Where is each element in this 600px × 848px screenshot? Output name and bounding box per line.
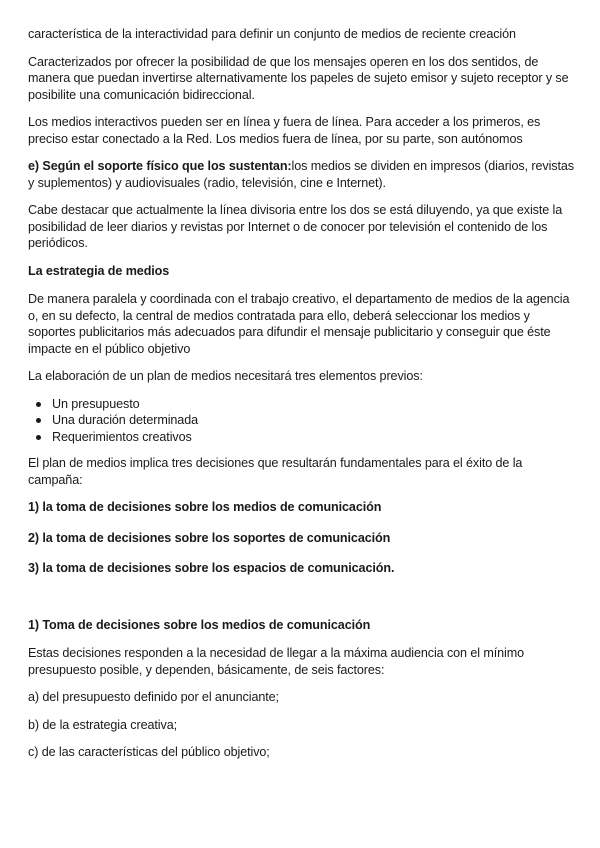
paragraph-three-decisions: El plan de medios implica tres decisiones que resultarán fundamentales para el éxito de la campaña:: [28, 456, 523, 487]
factor-budget: a) del presupuesto definido por el anunciante;: [28, 690, 279, 704]
paragraph-physical-support: [28, 158, 576, 191]
paragraph-media-plan-elements: La elaboración de un plan de medios necesitará tres elementos previos:: [28, 369, 423, 383]
list-item: [28, 412, 576, 429]
document-page: [28, 26, 576, 772]
paragraph-media-department: De manera paralela y coordinada con el trabajo creativo, el departamento de medios de la agencia o, en su defecto, la central de medios contratada para ello, deberá seleccionar los medios y soportes publicitarios más adecuados para difundir el mensaje publicitario y conseguir que éste impacte en el público objetivo: [28, 292, 570, 356]
list-item: [28, 429, 576, 446]
paragraph-interactivity: característica de la interactividad para definir un conjunto de medios de reciente creación: [28, 27, 516, 41]
physical-support-text: los medios se dividen en impresos (diarios, revistas y suplementos) y audiovisuales (radio, televisión, cine e Internet).: [28, 159, 574, 190]
list-item: [28, 396, 576, 413]
heading-media-strategy: La estrategia de medios: [28, 263, 170, 278]
paragraph-max-audience: Estas decisiones responden a la necesidad de llegar a la máxima audiencia con el mínimo presupuesto posible, y dependen, básicamente, de seis factores:: [28, 646, 525, 677]
decision-supports: 2) la toma de decisiones sobre los soportes de comunicación: [28, 530, 391, 545]
heading-media-decisions: 1) Toma de decisiones sobre los medios de comunicación: [28, 617, 371, 632]
paragraph-online-offline: Los medios interactivos pueden ser en línea y fuera de línea. Para acceder a los primeros, es preciso estar conectado a la Red. Los medios fuera de línea, por su parte, son autónomos: [28, 115, 541, 146]
factor-target-audience: c) de las características del público objetivo;: [28, 745, 270, 759]
bullet-icon: [36, 418, 41, 423]
physical-support-label: e) Según el soporte físico que los sustentan:: [28, 159, 292, 173]
decision-spaces: 3) la toma de decisiones sobre los espacios de comunicación.: [28, 561, 395, 575]
list-item-label: Una duración determinada: [52, 413, 199, 427]
bullet-icon: [36, 435, 41, 440]
factor-creative-strategy: b) de la estrategia creativa;: [28, 717, 178, 732]
paragraph-bidirectional: Caracterizados por ofrecer la posibilidad de que los mensajes operen en los dos sentidos, de manera que puedan invertirse alternativamente los papeles de sujeto emisor y sujeto receptor y se posibilite una comunicación bidireccional.: [28, 54, 569, 102]
media-plan-elements-list: [28, 396, 576, 446]
decision-media: 1) la toma de decisiones sobre los medios de comunicación: [28, 500, 382, 514]
section-spacer: [28, 591, 576, 617]
bullet-icon: [36, 402, 41, 407]
list-item-label: Un presupuesto: [52, 396, 140, 411]
paragraph-dividing-line: Cabe destacar que actualmente la línea divisoria entre los dos se está diluyendo, ya que existe la posibilidad de leer diarios y revistas por Internet o de conocer por televisión el contenido de los periódicos.: [28, 203, 563, 250]
list-item-label: Requerimientos creativos: [52, 429, 192, 444]
